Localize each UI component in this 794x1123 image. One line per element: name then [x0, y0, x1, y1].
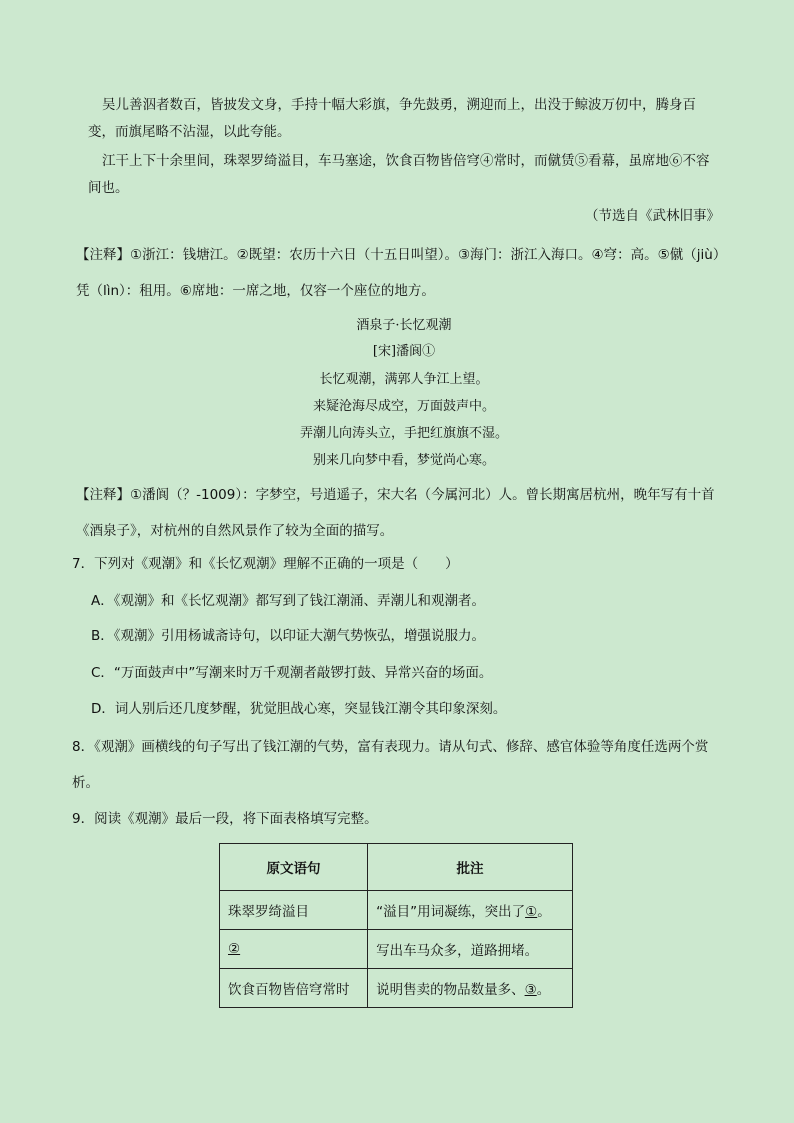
table-header-row [220, 844, 573, 891]
blank-marker: ③ [524, 982, 537, 998]
table-header: 批注 [368, 844, 573, 891]
annotation-table [219, 843, 573, 1008]
poem-author: [宋]潘阆① [372, 344, 436, 359]
poem-title: 酒泉子·长忆观潮 [356, 318, 452, 333]
table-cell [368, 969, 573, 1008]
question-9: 9．阅读《观潮》最后一段，将下面表格填写完整。 [72, 811, 378, 827]
blank-marker: ① [525, 904, 538, 920]
table-row [220, 891, 573, 930]
question-7-option-b: B．《观潮》引用杨诚斋诗句，以印证大潮气势恢弘，增强说服力。 [91, 628, 486, 644]
table-cell [220, 930, 368, 969]
question-7-option-c: C．“万面鼓声中”写潮来时万千观潮者敲锣打鼓、异常兴奋的场面。 [91, 665, 493, 681]
annotation-1: 【注释】①浙江：钱塘江。②既望：农历十六日（十五日叫望）。③海门：浙江入海口。④穹：高。⑤僦（jiù）凭（lìn）：租用。⑥席地：一席之地，仅容一个座位的地方。 [76, 247, 720, 299]
poem-line: 来疑沧海尽成空，万面鼓声中。 [312, 399, 495, 414]
table-row [220, 930, 573, 969]
cell-text: 说明售卖的物品数量多、 [376, 982, 525, 998]
table-cell: 饮食百物皆倍穹常时 [220, 969, 368, 1008]
passage-paragraph-2: 江干上下十余里间，珠翠罗绮溢目，车马塞途，饮食百物皆倍穹④常时，而僦赁⑤看幕，虽席地⑥不容间也。 [88, 153, 710, 196]
table-cell [368, 891, 573, 930]
poem-line: 弄潮儿向涛头立，手把红旗旗不湿。 [299, 426, 508, 441]
table-cell: 写出车马众多，道路拥堵。 [368, 930, 573, 969]
table-row [220, 969, 573, 1008]
table-cell: 珠翠罗绮溢目 [220, 891, 368, 930]
question-7-option-a: A．《观潮》和《长忆观潮》都写到了钱江潮涌、弄潮儿和观潮者。 [91, 593, 485, 609]
question-8: 8．《观潮》画横线的句子写出了钱江潮的气势，富有表现力。请从句式、修辞、感官体验等角度任选两个赏析。 [72, 739, 709, 791]
question-7-option-d: D．词人别后还几度梦醒，犹觉胆战心寒，突显钱江潮令其印象深刻。 [91, 701, 507, 717]
poem-line: 别来几向梦中看，梦觉尚心寒。 [312, 453, 495, 468]
blank-marker: ② [228, 941, 241, 957]
annotation-2: 【注释】①潘阆（？-1009）：字梦空，号逍遥子，宋大名（今属河北）人。曾长期寓居杭州，晚年写有十首《酒泉子》，对杭州的自然风景作了较为全面的描写。 [76, 487, 715, 539]
passage-source: （节选自《武林旧事》 [585, 208, 720, 224]
cell-punct: 。 [537, 904, 551, 920]
cell-punct: 。 [536, 982, 551, 998]
table-header: 原文语句 [220, 844, 368, 891]
question-7-stem: 7．下列对《观潮》和《长忆观潮》理解不正确的一项是（ ） [72, 556, 459, 572]
passage-paragraph-1: 吴儿善泅者数百，皆披发文身，手持十幅大彩旗，争先鼓勇，溯迎而上，出没于鲸波万仞中，腾身百变，而旗尾略不沾湿，以此夸能。 [88, 97, 696, 140]
poem-line: 长忆观潮，满郭人争江上望。 [319, 372, 489, 387]
cell-text: “溢目”用词凝练，突出了 [376, 904, 526, 920]
